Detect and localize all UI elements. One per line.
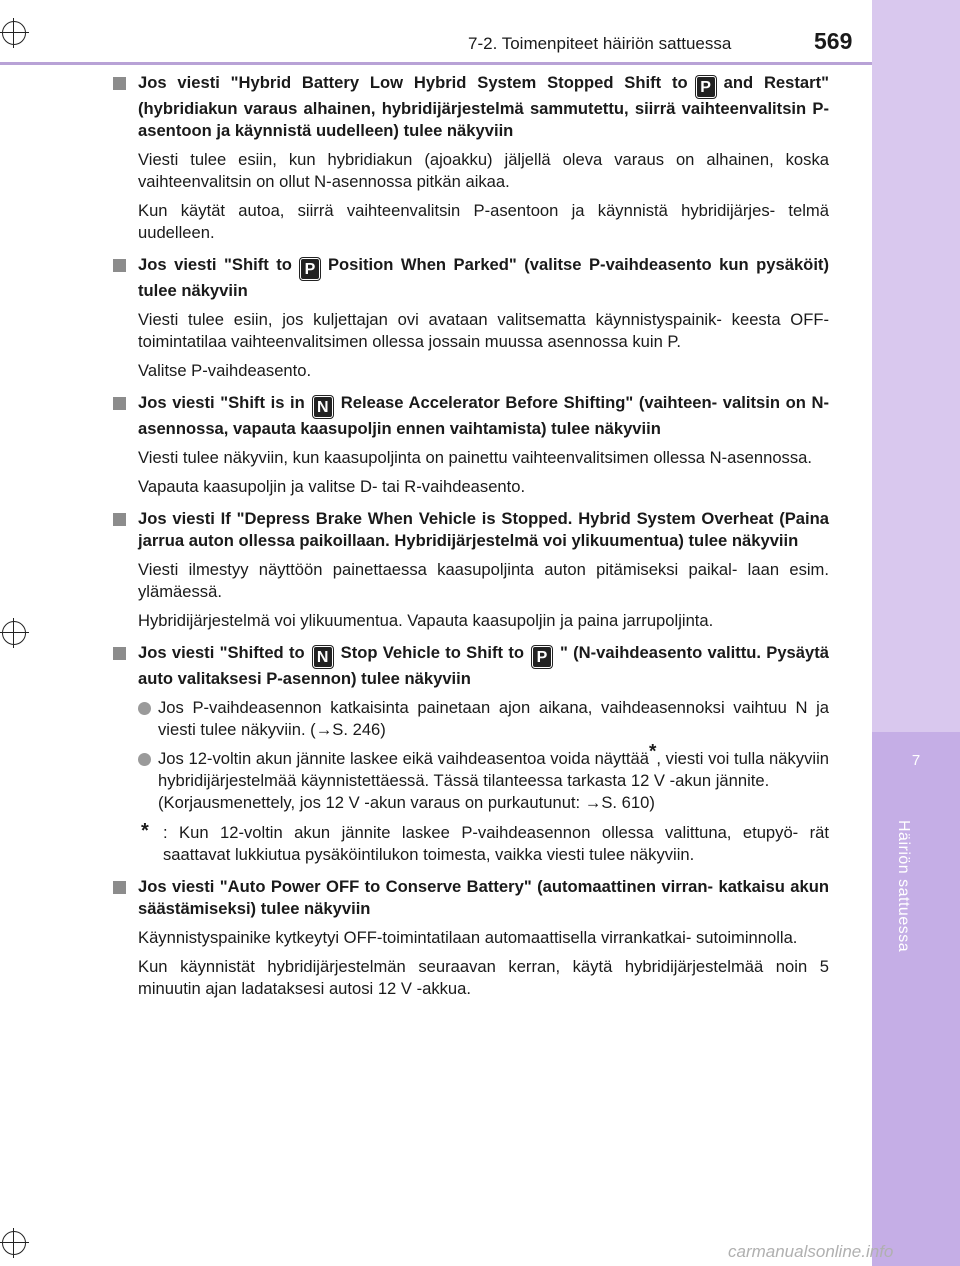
item-text: Kun käynnistät hybridijärjestelmän seuraavan kerran, käytä hybridijärjestelmää noin 5 minuutin ajan ladataksesi autosi 12 V -akkua. — [138, 957, 829, 998]
message-item-depress-brake — [113, 508, 829, 632]
section-title: 7-2. Toimenpiteet häiriön sattuessa — [468, 34, 732, 53]
item-heading: Jos viesti "Shift is in N Release Accelerator Before Shifting" (vaihteen- valitsin on N-asennossa, vapauta kaasupoljin ennen vaihtamista) tulee näkyviin — [138, 393, 829, 438]
item-heading: Jos viesti "Hybrid Battery Low Hybrid System Stopped Shift to P and Restart" (hybridiakun varaus alhainen, hybridijärjestelmä sammutettu, siirrä vaihteenvalitsin P-asentoon ja käynnistä uudelleen) tulee näkyviin — [138, 73, 829, 140]
square-bullet-icon — [113, 513, 126, 526]
item-text: Viesti ilmestyy näyttöön painettaessa kaasupoljinta auton pitämiseksi paikal- laan esim. ylämäessä. — [138, 560, 829, 601]
round-bullet-icon — [138, 702, 151, 715]
footnote: * : Kun 12-voltin akun jännite laskee P-vaihdeasennon ollessa valittuna, etupyö- rät saattavat lukkiutua pysäköintilukon toimesta, vaikka viesti tulee näkyviin. — [141, 820, 829, 864]
item-text: Viesti tulee esiin, jos kuljettajan ovi avataan valitsematta käynnistyspainik- keesta OFF-toimintatilaa vaihteenvalitsimen ollessa jossain muussa asennossa kuin P. — [138, 310, 829, 351]
crop-mark-mid-left — [0, 618, 29, 648]
p-position-icon: P — [532, 646, 552, 668]
crop-mark-bottom-left — [0, 1228, 29, 1258]
bullet-item: Jos P-vaihdeasennon katkaisinta painetaan ajon aikana, vaihdeasennoksi vaihtuu N ja viesti tulee näkyviin. (→S. 246) — [138, 697, 829, 741]
page-content — [113, 72, 829, 1010]
item-heading: Jos viesti "Shifted to N Stop Vehicle to Shift to P " (N-vaihdeasento valittu. Pysäytä auto valitaksesi P-asennon) tulee näkyviin — [138, 643, 830, 688]
item-text: Viesti tulee esiin, kun hybridiakun (ajoakku) jäljellä oleva varaus on alhainen, koska vaihteenvalitsin on ollut N-asennossa pitkän aikaa. — [138, 150, 829, 191]
item-text: Viesti tulee näkyviin, kun kaasupoljinta on painettu vaihteenvalitsimen ollessa N-asennossa. — [138, 448, 812, 467]
n-position-icon: N — [313, 646, 333, 668]
square-bullet-icon — [113, 881, 126, 894]
square-bullet-icon — [113, 259, 126, 272]
square-bullet-icon — [113, 397, 126, 410]
item-heading: Jos viesti If "Depress Brake When Vehicle is Stopped. Hybrid System Overheat (Paina jarrua auton ollessa paikoillaan. Hybridijärjestelmä voi ylikuumentua) tulee näkyviin — [138, 509, 829, 550]
p-position-icon: P — [300, 258, 320, 280]
message-item-auto-power-off — [113, 876, 829, 1000]
item-heading: Jos viesti "Shift to P Position When Parked" (valitse P-vaihdeasento kun pysäköit) tulee näkyviin — [138, 255, 829, 300]
message-item-hybrid-battery-low — [113, 72, 829, 244]
p-position-icon: P — [696, 76, 716, 98]
message-item-shift-is-in-n — [113, 392, 829, 498]
item-text: Vapauta kaasupoljin ja valitse D- tai R-vaihdeasento. — [138, 477, 526, 496]
message-item-shift-to-p — [113, 254, 829, 382]
footnote-asterisk: * — [141, 820, 149, 842]
item-text: Hybridijärjestelmä voi ylikuumentua. Vapauta kaasupoljin ja paina jarrupoljinta. — [138, 611, 714, 630]
footnote-marker: * — [649, 741, 657, 763]
message-item-shifted-to-n — [113, 642, 829, 866]
item-text: Kun käytät autoa, siirrä vaihteenvalitsin P-asentoon ja käynnistä hybridijärjes- telmä uudelleen. — [138, 201, 829, 242]
page-number: 569 — [814, 28, 853, 54]
round-bullet-icon — [138, 753, 151, 766]
header-rule — [0, 62, 872, 65]
item-heading: Jos viesti "Auto Power OFF to Conserve Battery" (automaattinen virran- katkaisu akun säästämiseksi) tulee näkyviin — [138, 877, 829, 918]
square-bullet-icon — [113, 77, 126, 90]
watermark: carmanualsonline.info — [728, 1242, 894, 1261]
bullet-item: Jos 12-voltin akun jännite laskee eikä vaihdeasentoa voida näyttää*, viesti voi tulla näkyviin hybridijärjestelmää käynnistettäessä. Tässä tilanteessa tarkasta 12 V -akun jännite. (Korjausmenettely, jos 12 V -akun varaus on purkautunut: →S. 610) — [138, 748, 829, 814]
item-text: Käynnistyspainike kytkeytyi OFF-toimintatilaan automaattisella virrankatkai- sutoiminnolla. — [138, 928, 798, 947]
n-position-icon: N — [313, 396, 333, 418]
item-text: Valitse P-vaihdeasento. — [138, 361, 312, 380]
chapter-tab — [872, 732, 960, 1266]
crop-mark-top-left — [0, 18, 29, 48]
chapter-title: Häiriön sattuessa — [895, 820, 912, 953]
square-bullet-icon — [113, 647, 126, 660]
chapter-number: 7 — [911, 752, 921, 769]
